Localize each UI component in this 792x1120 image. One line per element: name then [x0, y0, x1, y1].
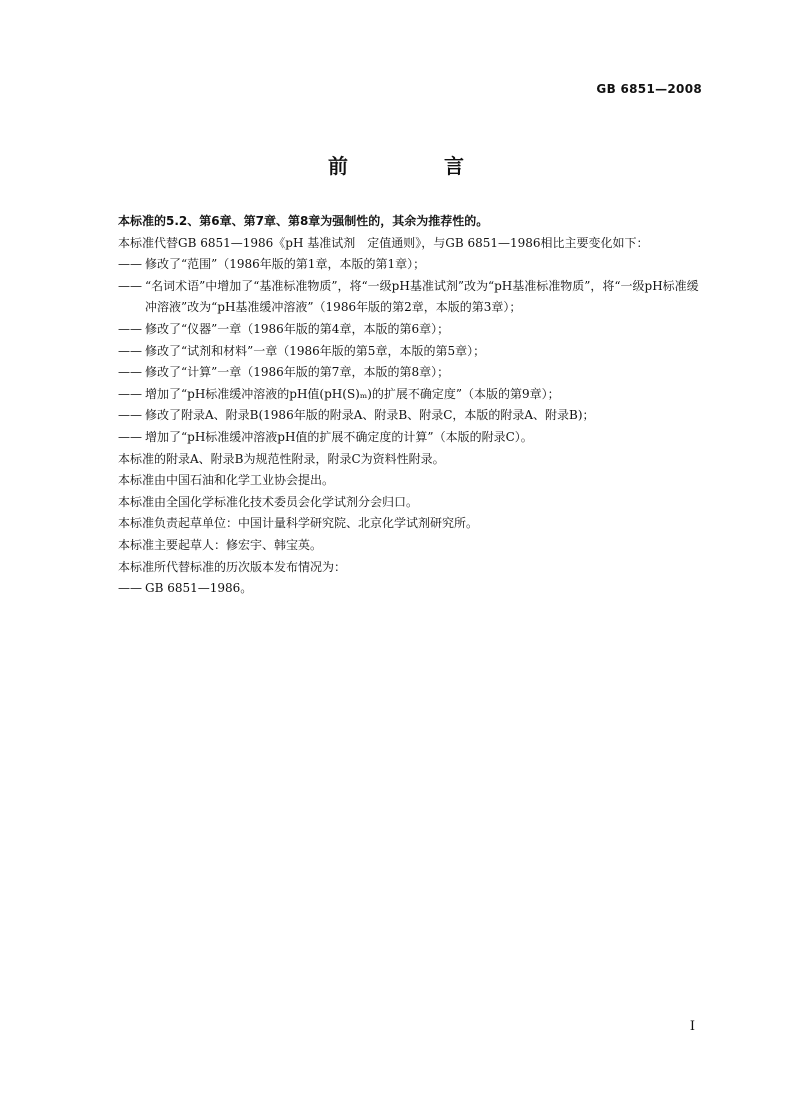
- version-history-statement: 本标准所代替标准的历次版本发布情况为：: [118, 559, 347, 574]
- page-title: 前 言: [328, 154, 502, 178]
- change-item-text: 增加了“pH标准缓冲溶液pH值的扩展不确定度的计算”（本版的附录C）。: [145, 429, 533, 444]
- foreword-body: [118, 211, 708, 600]
- history-item: [118, 578, 708, 600]
- dash-marker: ——: [118, 321, 142, 336]
- change-item: [118, 384, 708, 406]
- drafters-statement: 本标准主要起草人：修宏宇、韩宝英。: [118, 537, 323, 552]
- dash-marker: ——: [118, 581, 142, 596]
- dash-marker: ——: [118, 343, 142, 358]
- technical-committee-statement: 本标准由全国化学标准化技术委员会化学试剂分会归口。: [118, 494, 419, 509]
- standard-code: GB 6851—2008: [596, 82, 702, 96]
- mandatory-clause-statement: 本标准的5.2、第6章、第7章、第8章为强制性的，其余为推荐性的。: [118, 214, 489, 228]
- change-item-text: 增加了“pH标准缓冲溶液的pH值(pH(S)ₘ)的扩展不确定度”（本版的第9章）；: [145, 386, 560, 401]
- change-item-text: 修改了附录A、附录B(1986年版的附录A、附录B、附录C，本版的附录A、附录B)；: [145, 408, 595, 423]
- dash-marker: ——: [118, 429, 142, 444]
- replacement-statement: 本标准代替GB 6851—1986《pH 基准试剂 定值通则》，与GB 6851—1986相比主要变化如下：: [118, 235, 649, 250]
- change-item-text: 修改了“计算”一章（1986年版的第7章，本版的第8章）；: [145, 365, 450, 380]
- change-item: [118, 276, 708, 319]
- history-item-text: GB 6851—1986。: [145, 581, 253, 596]
- change-item-text: 修改了“仪器”一章（1986年版的第4章，本版的第6章）；: [145, 321, 450, 336]
- change-item: [118, 319, 708, 341]
- dash-marker: ——: [118, 408, 142, 423]
- change-item: [118, 254, 708, 276]
- change-item-text: 修改了“范围”（1986年版的第1章，本版的第1章）；: [145, 257, 426, 272]
- proposer-statement: 本标准由中国石油和化学工业协会提出。: [118, 473, 335, 488]
- dash-marker: ——: [118, 257, 142, 272]
- dash-marker: ——: [118, 278, 142, 293]
- change-item: [118, 362, 708, 384]
- change-item: [118, 405, 708, 427]
- change-item-text: 修改了“试剂和材料”一章（1986年版的第5章，本版的第5章）；: [145, 343, 486, 358]
- page-number: I: [689, 1019, 695, 1034]
- dash-marker: ——: [118, 365, 142, 380]
- drafting-units-statement: 本标准负责起草单位：中国计量科学研究院、北京化学试剂研究所。: [118, 516, 479, 531]
- change-item-text: “名词术语”中增加了“基准标准物质”，将“一级pH基准试剂”改为“pH基准标准物质”，将“一级pH标准缓冲溶液”改为“pH基准缓冲溶液”（1986年版的第2章，本版的第3章）；: [145, 278, 699, 315]
- dash-marker: ——: [118, 386, 142, 401]
- change-item: [118, 341, 708, 363]
- annex-statement: 本标准的附录A、附录B为规范性附录，附录C为资料性附录。: [118, 451, 445, 466]
- change-item: [118, 427, 708, 449]
